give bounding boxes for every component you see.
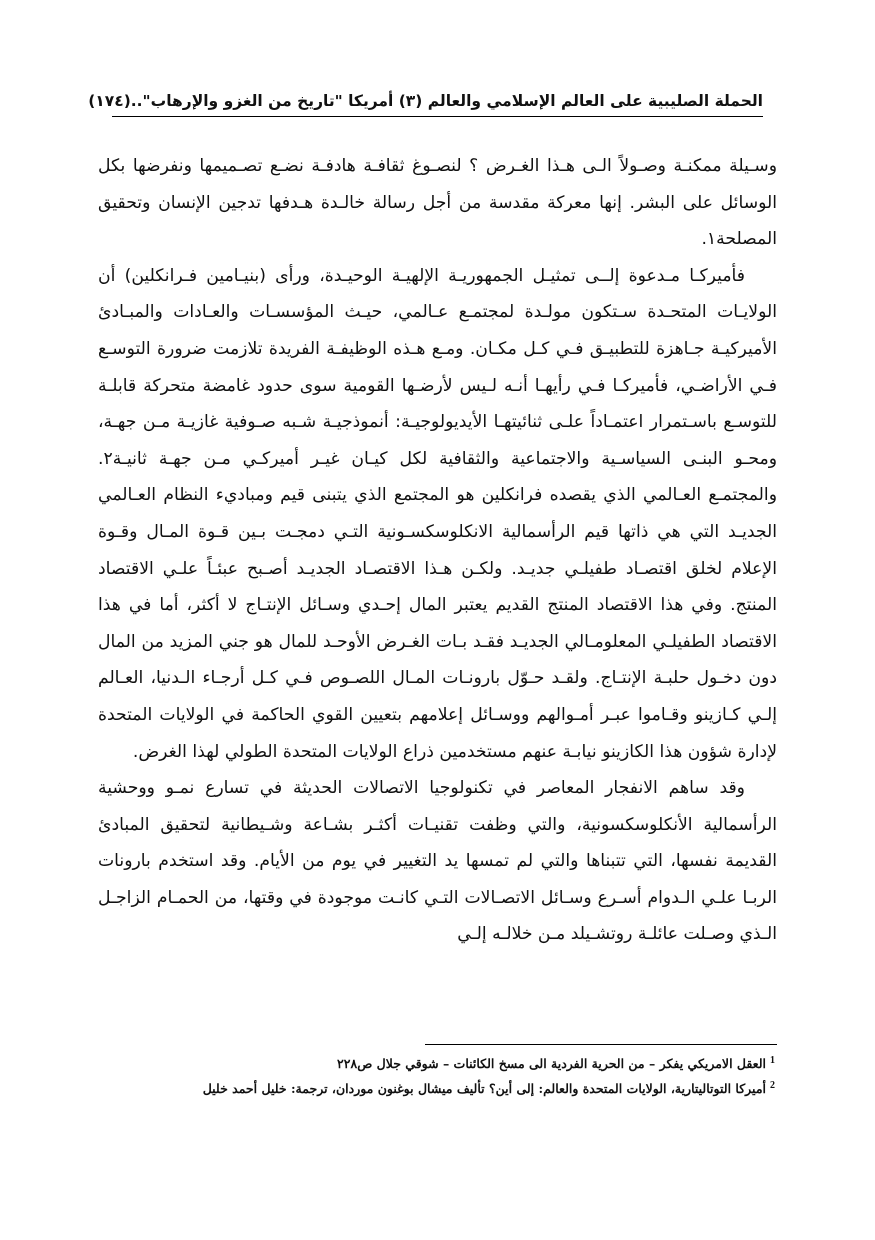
- body-text: [98, 148, 777, 953]
- footnotes: [98, 1050, 775, 1100]
- footnote-1: [98, 1050, 775, 1075]
- footnote-number: 2: [770, 1080, 775, 1092]
- page-number: (١٧٤): [88, 92, 131, 110]
- footnote-2: [98, 1075, 775, 1100]
- header-title: الحملة الصليبية على العالم الإسلامي والعالم (٣) أمريكا "تاريخ من الغزو والإرهاب"..: [130, 92, 763, 110]
- paragraph-1: وسـيلة ممكنـة وصـولاً الـى هـذا الغـرض ؟ لنصـوغ ثقافـة هادفـة نضـع تصـميمها ونفرضها بكل الوسائل على البشر. إنها معركة مقدسة من أجل رسالة خالـدة هـدفها تدجين الإنسان وتحقيق المصلحة١.: [98, 156, 777, 250]
- paragraph-2: فأميركـا مـدعوة إلــى تمثيـل الجمهوريـة الإلهيـة الوحيـدة، ورأى (بنيـامين فـرانكلين) أن الولايـات المتحـدة سـتكون مولـدة لمجتمـع عـالمي، حيـث المؤسسـات والعـادات والمبـادئ الأميركيـة جـاهزة للتطبيـق فـي كـل مكـان. ومـع هـذه الوظيفـة الفريدة تلازمت ضرورة التوسـع فـي الأراضـي، فأميركـا فـي رأيهـا أنـه لـيس لأرضـها القومية سوى حدود غامضة متحركة قابلـة للتوسـع باسـتمرار اعتمـاداً علـى ثنائيتهـا الأيديولوجيـة: أنموذجيـة شـبه صـوفية غازيـة مـن جهـة، ومحـو البنـى السياسـية والاجتماعية والثقافية لكل كيـان غيـر أميركـي مـن جهـة ثانيـة٢. والمجتمـع العـالمي الذي يقصده فرانكلين هو المجتمع الذي يتبنى قيم ومباديء النظام العـالمي الجديـد التي هي ذاتها قيم الرأسمالية الانكلوسكسـونية التـي دمجـت بـين قـوة المـال وقـوة الإعلام لخلق اقتصـاد طفيلـي جديـد. ولكـن هـذا الاقتصـاد الجديـد أصـبح عبئـاً علـي الاقتصاد المنتج. وفي هذا الاقتصاد المنتج القديم يعتبر المال إحـدي وسـائل الإنتـاج لا أكثر، أما في هذا الاقتصاد الطفيلـي المعلومـالي الجديـد فقـد بـات الغـرض الأوحـد للمال هو جني المزيد من المال دون دخـول حلبـة الإنتـاج. ولقـد حـوّل بارونـات المـال اللصـوص فـي كـل أرجـاء الـدنيا، العـالم إلـي كـازينو وقـاموا عبـر أمـوالهم ووسـائل إعلامهم بتعيين القوي الحاكمة في الولايات المتحدة لإدارة شؤون هذا الكازينو نيابـة عنهم مستخدمين ذراع الولايات المتحدة الطولي لهذا الغرض.: [98, 265, 777, 762]
- footnote-text: أميركا التوتاليتارية، الولايات المتحدة والعالم: إلى أين؟ تأليف ميشال بوغنون موردان، ترجمة: خليل أحمد خليل: [202, 1081, 766, 1097]
- footnote-text: العقل الامريكي يفكر – من الحرية الفردية الى مسخ الكائنات – شوقي جلال ص٢٢٨: [337, 1056, 766, 1072]
- paragraph-3: وقد ساهم الانفجار المعاصر في تكنولوجيا الاتصالات الحديثة في تسارع نمـو ووحشية الرأسمالية الأنكلوسكسونية، والتي وظفت تقنيـات أكثـر بشـاعة وشـيطانية لتحقيق المبادئ القديمة نفسها، التي تتبناها والتي لم تمسها يد التغيير في يوم من الأيام. وقد استخدم بارونات الربـا علـي الـدوام أسـرع وسـائل الاتصـالات التـي كانـت موجودة في وقتها، من الحمـام الزاجـل الـذي وصـلت عائلـة روتشـيلد مـن خلالـه إلـي: [98, 778, 777, 945]
- running-header: [88, 86, 763, 117]
- footnote-separator: [425, 1044, 777, 1045]
- footnote-number: 1: [770, 1055, 775, 1066]
